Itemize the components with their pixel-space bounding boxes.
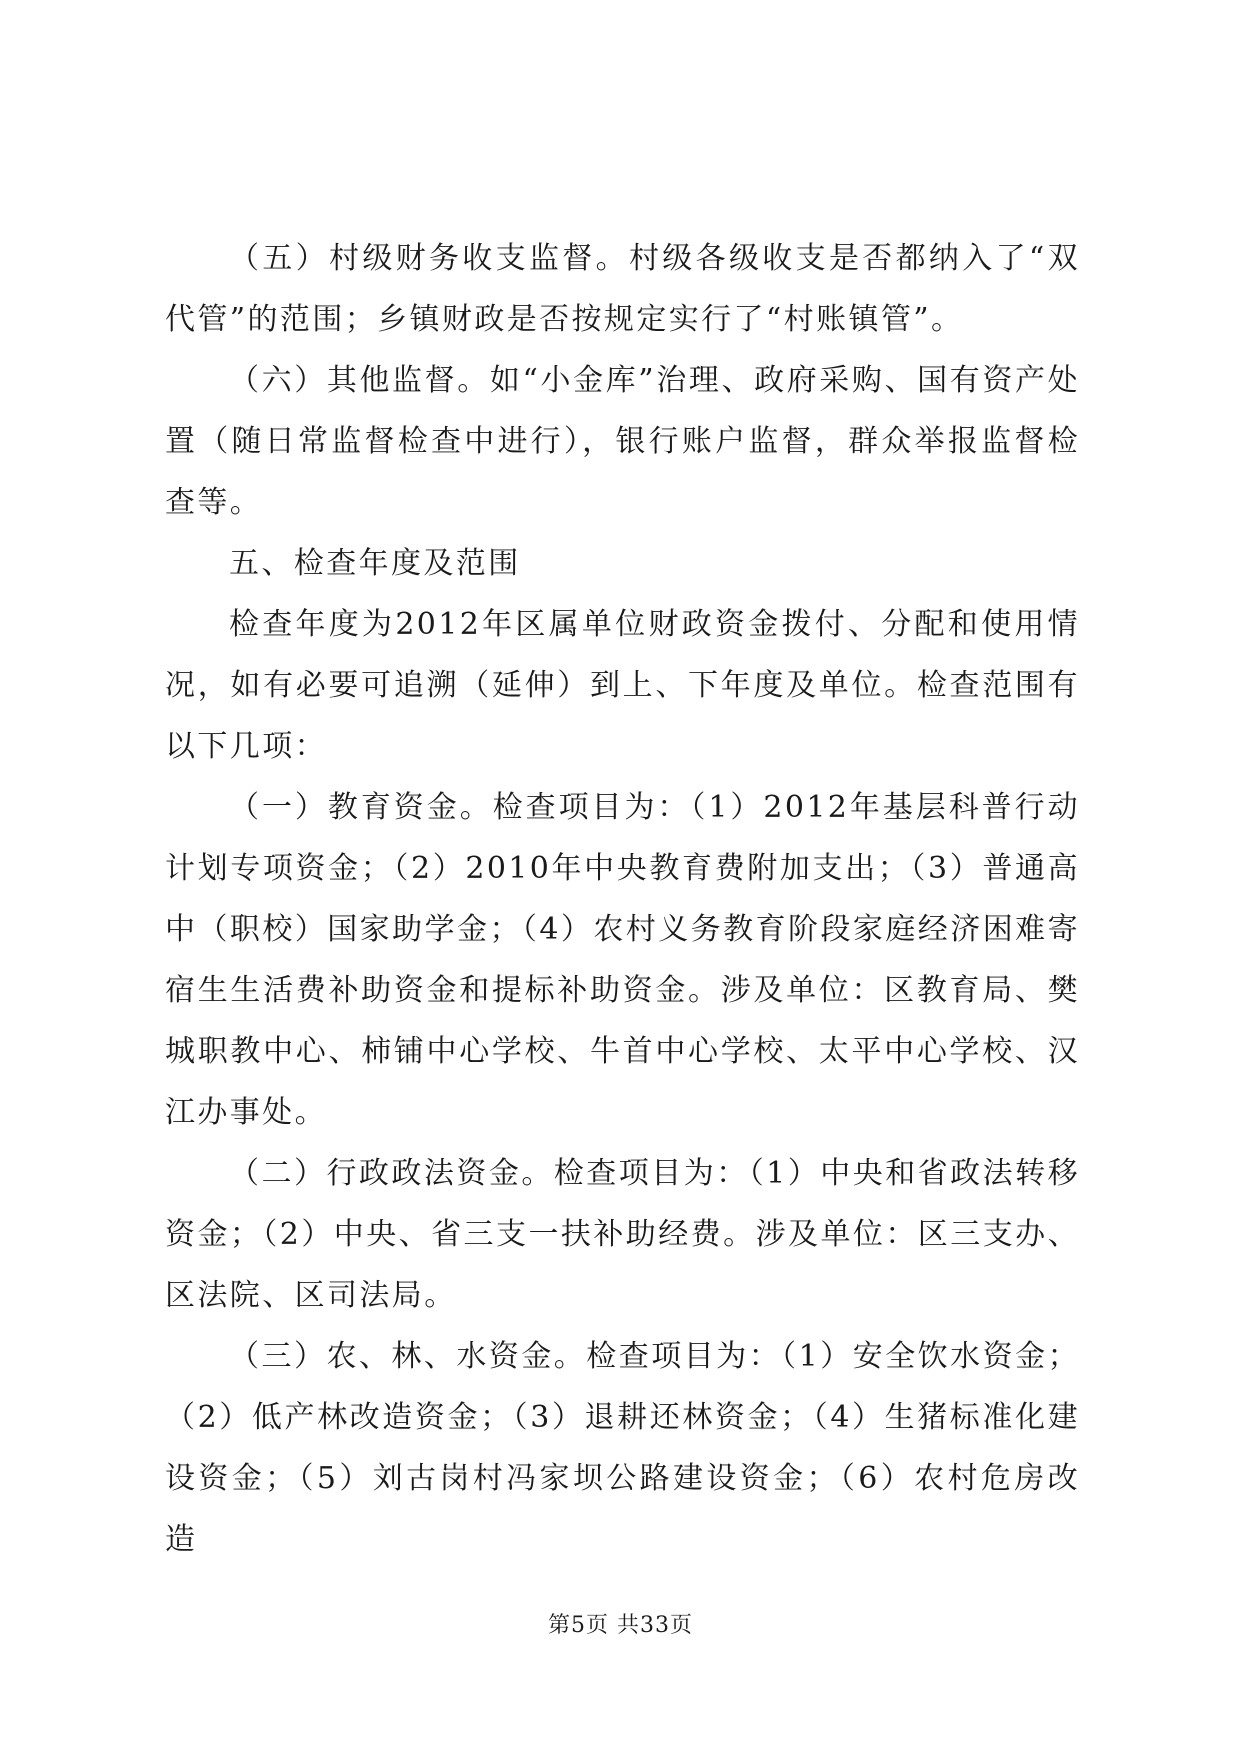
paragraph-inspection-year: 检查年度为2012年区属单位财政资金拨付、分配和使用情况，如有必要可追溯（延伸）到上、下年度及单位。检查范围有以下几项： <box>165 607 1080 764</box>
paragraph-village-finance-supervision: （五）村级财务收支监督。村级各级收支是否都纳入了“双代管”的范围；乡镇财政是否按规定实行了“村账镇管”。 <box>165 241 1080 337</box>
section-heading-inspection-scope: 五、检查年度及范围 <box>229 546 521 581</box>
document-body <box>165 228 1080 1570</box>
paragraph-agriculture-forestry-water-funds: （三）农、林、水资金。检查项目为：（1）安全饮水资金；（2）低产林改造资金；（3）退耕还林资金；（4）生猪标准化建设资金；（5）刘古岗村冯家坝公路建设资金；（6）农村危房改造 <box>165 1339 1080 1557</box>
page-number-footer: 第5页 共33页 <box>548 1613 693 1638</box>
paragraph-administrative-legal-funds: （二）行政政法资金。检查项目为：（1）中央和省政法转移资金；（2）中央、省三支一扶补助经费。涉及单位：区三支办、区法院、区司法局。 <box>165 1156 1080 1313</box>
paragraph-education-funds: （一）教育资金。检查项目为：（1）2012年基层科普行动计划专项资金；（2）2010年中央教育费附加支出；（3）普通高中（职校）国家助学金；（4）农村义务教育阶段家庭经济困难寄宿生生活费补助资金和提标补助资金。涉及单位：区教育局、樊城职教中心、柿铺中心学校、牛首中心学校、太平中心学校、汉江办事处。 <box>165 790 1080 1130</box>
paragraph-other-supervision: （六）其他监督。如“小金库”治理、政府采购、国有资产处置（随日常监督检查中进行），银行账户监督，群众举报监督检查等。 <box>165 363 1080 520</box>
